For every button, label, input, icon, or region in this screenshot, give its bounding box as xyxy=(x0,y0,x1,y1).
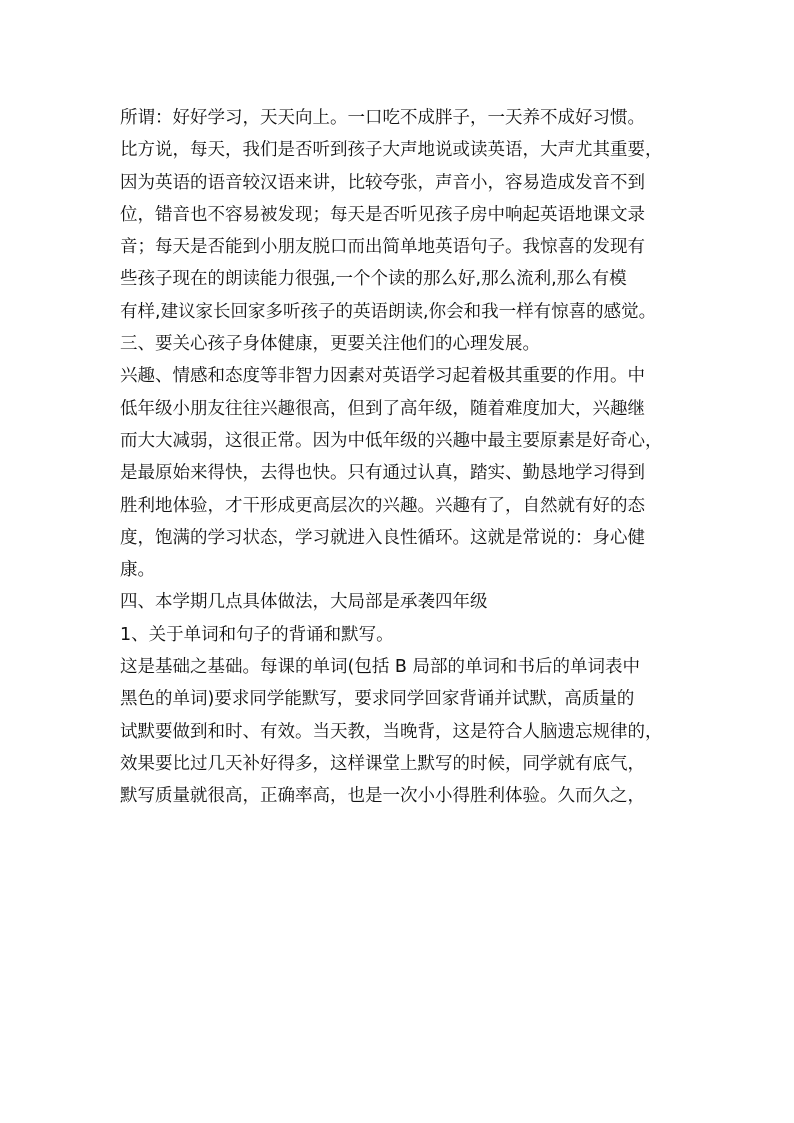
section-heading: 三、要关心孩子身体健康，更要关注他们的心理发展。 xyxy=(120,334,540,355)
text-line: 度，饱满的学习状态，学习就进入良性循环。这就是常说的：身心健 xyxy=(120,527,645,548)
text-line: 黑色的单词)要求同学能默写，要求同学回家背诵并试默，高质量的 xyxy=(120,689,635,710)
text-line: 是最原始来得快，去得也快。只有通过认真，踏实、勤恳地学习得到 xyxy=(120,463,645,484)
text-line: 这是基础之基础。每课的单词(包括 B 局部的单词和书后的单词表中 xyxy=(120,657,640,678)
text-line: 音；每天是否能到小朋友脱口而出简单地英语句子。我惊喜的发现有 xyxy=(120,237,645,258)
text-line: 兴趣、情感和态度等非智力因素对英语学习起着极其重要的作用。中 xyxy=(120,366,645,387)
section-heading: 四、本学期几点具体做法，大局部是承袭四年级 xyxy=(120,592,488,613)
text-line: 低年级小朋友往往兴趣很高，但到了高年级，随着难度加大，兴趣继 xyxy=(120,398,645,419)
text-line: 比方说，每天，我们是否听到孩子大声地说或读英语，大声尤其重要， xyxy=(120,140,663,161)
subsection-heading: 1、关于单词和句子的背诵和默写。 xyxy=(120,624,394,645)
text-line: 康。 xyxy=(120,560,155,581)
text-line: 有样,建议家长回家多听孩子的英语朗读,你会和我一样有惊喜的感觉。 xyxy=(120,301,657,322)
document-body xyxy=(120,102,700,813)
text-line: 试默要做到和时、有效。当天教，当晚背，这是符合人脑遗忘规律的， xyxy=(120,721,663,742)
text-line: 而大大减弱，这很正常。因为中低年级的兴趣中最主要原素是好奇心， xyxy=(120,430,663,451)
text-line: 效果要比过几天补好得多，这样课堂上默写的时候，同学就有底气， xyxy=(120,753,645,774)
text-line: 些孩子现在的朗读能力很强,一个个读的那么好,那么流利,那么有模 xyxy=(120,269,627,290)
text-line: 胜利地体验，才干形成更高层次的兴趣。兴趣有了，自然就有好的态 xyxy=(120,495,645,516)
text-line: 默写质量就很高，正确率高，也是一次小小得胜利体验。久而久之， xyxy=(120,786,645,807)
text-line: 因为英语的语音较汉语来讲，比较夸张，声音小，容易造成发音不到 xyxy=(120,172,645,193)
text-line: 所谓：好好学习，天天向上。一口吃不成胖子，一天养不成好习惯。 xyxy=(120,108,645,128)
text-line: 位，错音也不容易被发现；每天是否听见孩子房中响起英语地课文录 xyxy=(120,204,645,225)
